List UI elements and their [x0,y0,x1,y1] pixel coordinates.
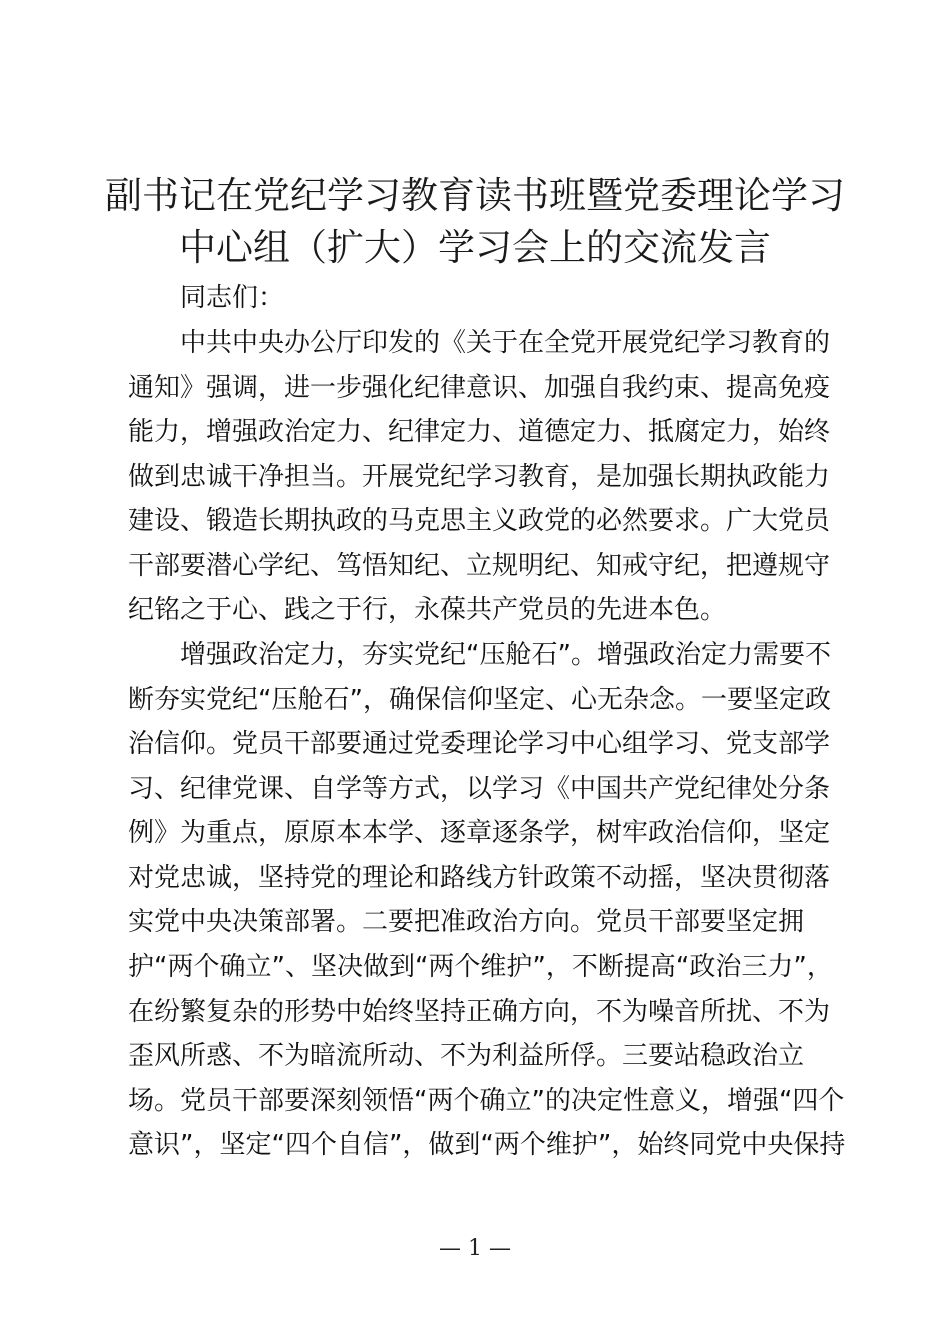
paragraph-line: 断夯实党纪“压舱石”，确保信仰坚定、心无杂念。一要坚定政 [128,685,831,715]
paragraph-line: 例》为重点，原原本本学、逐章逐条学，树牢政治信仰，坚定 [128,818,831,848]
paragraph-line: 对党忠诚，坚持党的理论和路线方针政策不动摇，坚决贯彻落 [128,863,831,893]
salutation: 同志们： [180,283,285,313]
paragraph-line: 习、纪律党课、自学等方式，以学习《中国共产党纪律处分条 [128,774,831,804]
paragraph-line: 建设、锻造长期执政的马克思主义政党的必然要求。广大党员 [128,506,831,536]
document-title-line-1: 副书记在党纪学习教育读书班暨党委理论学习 [105,174,845,217]
paragraph-line: 做到忠诚干净担当。开展党纪学习教育，是加强长期执政能力 [128,462,831,492]
paragraph-line: 治信仰。党员干部要通过党委理论学习中心组学习、党支部学 [128,729,831,759]
document-title-line-2: 中心组（扩大）学习会上的交流发言 [179,226,771,269]
paragraph-line: 中共中央办公厅印发的《关于在全党开展党纪学习教育的 [180,328,831,358]
paragraph-line: 通知》强调，进一步强化纪律意识、加强自我约束、提高免疫 [128,373,831,403]
paragraph-line: 护“两个确立”、坚决做到“两个维护”，不断提高“政治三力”， [128,952,833,982]
paragraph-line: 增强政治定力，夯实党纪“压舱石”。增强政治定力需要不 [180,640,831,670]
page-number: — 1 — [439,1236,511,1261]
paragraph-line: 歪风所惑、不为暗流所动、不为利益所俘。三要站稳政治立 [128,1041,805,1071]
paragraph-line: 实党中央决策部署。二要把准政治方向。党员干部要坚定拥 [128,907,805,937]
paragraph-line: 场。党员干部要深刻领悟“两个确立”的决定性意义，增强“四个 [128,1086,845,1116]
paragraph-line: 在纷繁复杂的形势中始终坚持正确方向，不为噪音所扰、不为 [128,997,831,1027]
paragraph-line: 能力，增强政治定力、纪律定力、道德定力、抵腐定力，始终 [128,417,831,447]
paragraph-line: 意识”，坚定“四个自信”，做到“两个维护”，始终同党中央保持 [128,1130,846,1160]
paragraph-line: 干部要潜心学纪、笃悟知纪、立规明纪、知戒守纪，把遵规守 [128,551,831,581]
paragraph-line: 纪铭之于心、践之于行，永葆共产党员的先进本色。 [128,595,727,625]
